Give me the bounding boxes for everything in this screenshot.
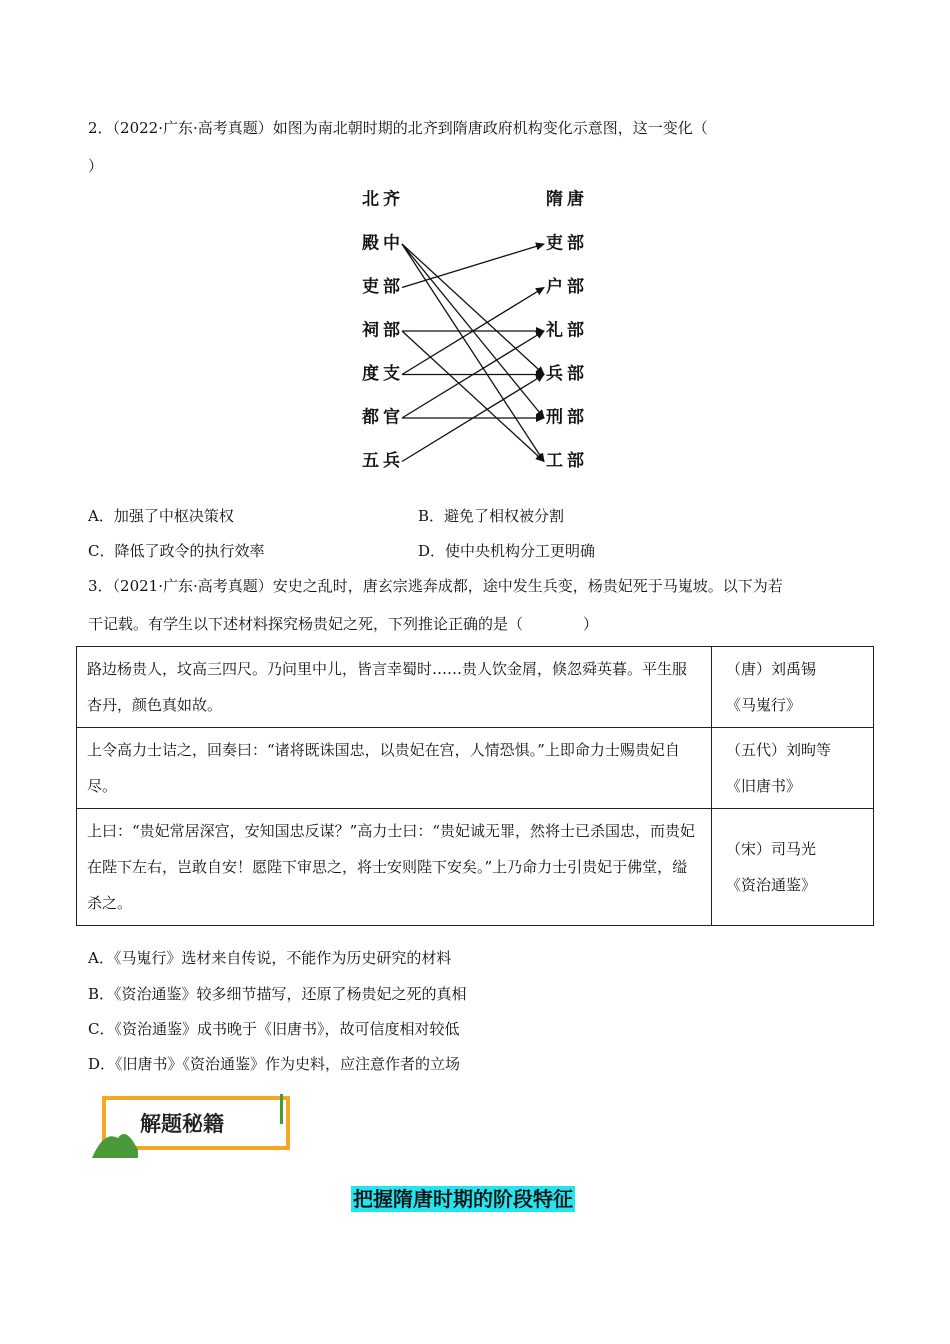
source-text: 上曰：“贵妃常居深宫，安知国忠反谋？”高力士曰：“贵妃诚无罪，然将士已杀国忠，而贵妃在陛下左右，岂敢自安！愿陛下审思之，将士安则陛下安矣。”上乃命力士引贵妃于佛堂，缢杀之。 <box>77 809 712 926</box>
source-table <box>76 646 874 926</box>
source-author: （唐）刘禹锡 <box>725 660 816 678</box>
tips-badge <box>92 1090 297 1158</box>
diagram-right-node: 吏部 <box>546 233 588 254</box>
diagram-arrow <box>402 244 544 462</box>
agency-change-diagram <box>350 180 610 480</box>
diagram-right-node: 刑部 <box>546 407 588 428</box>
diagram-right-node: 礼部 <box>546 320 588 341</box>
q3-option-c[interactable]: C．《资治通鉴》成书晚于《旧唐书》，故可信度相对较低 <box>88 1020 460 1038</box>
q3-option-d[interactable]: D．《旧唐书》《资治通鉴》作为史料，应注意作者的立场 <box>88 1055 461 1073</box>
q2-option-a[interactable]: A．加强了中枢决策权 <box>88 507 234 525</box>
diagram-right-node: 工部 <box>546 451 588 471</box>
q2-option-c[interactable]: C．降低了政令的执行效率 <box>88 542 265 560</box>
table-row <box>77 728 874 809</box>
diagram-arrow <box>402 244 544 375</box>
diagram-right-title: 隋唐 <box>546 189 588 210</box>
source-text: 路边杨贵人，坟高三四尺。乃问里中儿，皆言幸蜀时……贵人饮金屑，倏忽舜英暮。平生服杏丹，颜色真如故。 <box>77 647 712 728</box>
source-text: 上令高力士诘之，回奏曰：“诸将既诛国忠，以贵妃在宫，人情恐惧。”上即命力士赐贵妃自尽。 <box>77 728 712 809</box>
q2-stem-line1: 2．（2022·广东·高考真题）如图为南北朝时期的北齐到隋唐政府机构变化示意图，这一变化（ <box>88 119 708 137</box>
diagram-left-node: 都官 <box>362 407 404 428</box>
diagram-right-node: 户部 <box>546 277 588 297</box>
source-title: 《资治通鉴》 <box>725 876 816 894</box>
badge-label: 解题秘籍 <box>140 1112 224 1136</box>
diagram-left-node: 祠部 <box>362 320 404 341</box>
source-title: 《马嵬行》 <box>725 696 801 714</box>
q2-option-b[interactable]: B．避免了相权被分割 <box>418 507 565 525</box>
diagram-arrow <box>402 331 544 462</box>
q2-stem-line2: ） <box>88 157 104 175</box>
source-author: （五代）刘昫等 <box>725 741 831 759</box>
source-title: 《旧唐书》 <box>725 777 801 795</box>
q3-stem-line1: 3．（2021·广东·高考真题）安史之乱时，唐玄宗逃奔成都，途中发生兵变，杨贵妃死于马嵬坡。以下为若 <box>88 577 783 595</box>
diagram-left-node: 五兵 <box>362 451 404 471</box>
source-citation <box>711 809 873 926</box>
diagram-arrow <box>402 244 544 288</box>
q2-option-d[interactable]: D．使中央机构分工更明确 <box>418 542 596 560</box>
q3-option-a[interactable]: A．《马嵬行》选材来自传说，不能作为历史研究的材料 <box>88 949 452 967</box>
diagram-right-node: 兵部 <box>546 364 588 384</box>
table-row <box>77 647 874 728</box>
q3-stem-line2: 干记载。有学生以下述材料探究杨贵妃之死，下列推论正确的是（ ） <box>88 615 599 633</box>
diagram-left-title: 北齐 <box>362 189 404 210</box>
diagram-left-node: 度支 <box>362 364 404 384</box>
source-author: （宋）司马光 <box>725 840 816 858</box>
section-heading: 把握隋唐时期的阶段特征 <box>353 1187 573 1211</box>
table-row <box>77 809 874 926</box>
source-citation <box>711 728 873 809</box>
q3-option-b[interactable]: B．《资治通鉴》较多细节描写，还原了杨贵妃之死的真相 <box>88 985 467 1003</box>
source-citation <box>711 647 873 728</box>
diagram-left-node: 殿中 <box>362 233 404 254</box>
diagram-left-node: 吏部 <box>362 277 404 297</box>
